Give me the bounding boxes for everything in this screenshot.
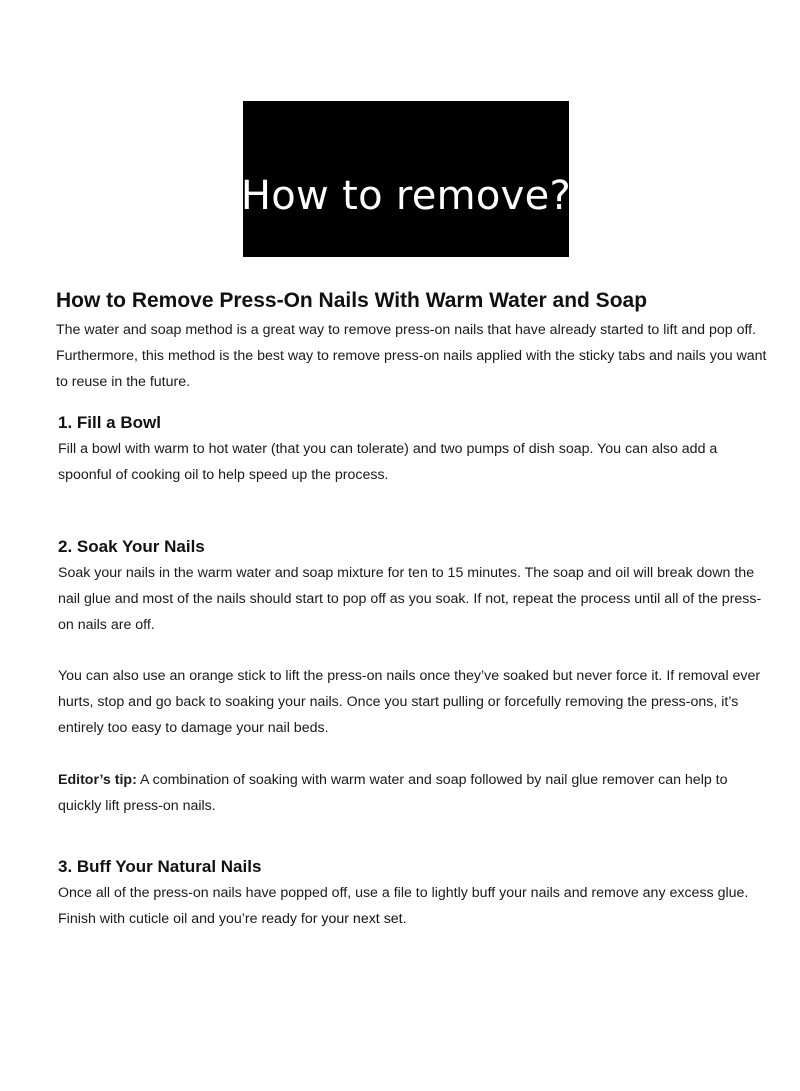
editors-tip [56,768,772,820]
section-paragraph: Fill a bowl with warm to hot water (that you can tolerate) and two pumps of dish soap. You can also add a spoonful of cooking oil to help speed up the process. [58,441,718,484]
section-title-fill-bowl: 1. Fill a Bowl [58,413,161,433]
section-paragraph [56,881,772,933]
section-title-buff-nails: 3. Buff Your Natural Nails [58,857,262,877]
article-body [56,286,772,933]
banner-title: How to remove? [240,173,572,219]
editors-tip-text: A combination of soaking with warm water and soap followed by nail glue remover can help to quickly lift press-on nails. [58,771,728,814]
section-paragraph: Soak your nails in the warm water and soap mixture for ten to 15 minutes. The soap and oil will break down the nail glue and most of the nails should start to pop off as you soak. If not, repeat the process until all of the press-on nails are off. [58,564,762,633]
intro-paragraph: The water and soap method is a great way to remove press-on nails that have already started to lift and pop off. Furthermore, this method is the best way to remove press-on nails applied with the sticky tabs and nails you want to reuse in the future. [56,322,767,390]
section-paragraph-text: Once all of the press-on nails have popped off, use a file to lightly buff your nails and remove any excess glue. Finish with cuticle oil and you’re ready for [58,885,749,928]
editors-tip-label: Editor’s tip: [58,771,137,788]
section-paragraph: You can also use an orange stick to lift the press-on nails once they’ve soaked but never force it. If removal ever hurts, stop and go back to soaking your nails. Once you start pulling or forcefully removing the press-ons, it’s entirely too easy to damage your nail beds. [58,668,761,736]
section-title-soak-nails: 2. Soak Your Nails [58,536,205,556]
hero-banner [240,101,572,257]
article-heading: How to Remove Press-On Nails With Warm Water and Soap [56,289,648,312]
next-set-link[interactable]: your next set. [321,911,407,928]
